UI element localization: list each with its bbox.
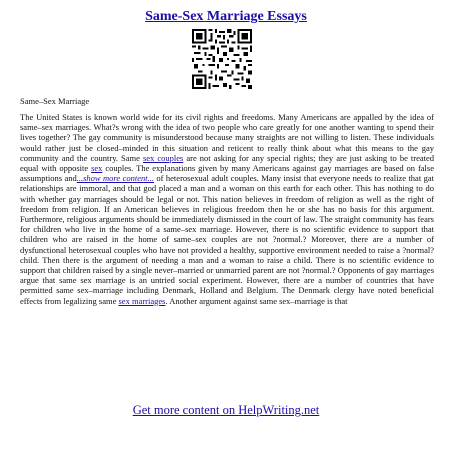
sex-couples-link[interactable]: sex couples (142, 152, 184, 163)
sex-link[interactable]: sex (91, 163, 103, 174)
essay-text-5: . Another argument against same sex–marriage is that (165, 295, 348, 306)
essay-text-2: are not asking for any special rights; they are just asking to be treated equal with opposite (20, 152, 434, 174)
essay-paragraph (20, 112, 434, 306)
essay-text-4: of heterosexual adult couples. Many insist that everyone needs to realize that gat relationships are immoral, and that god placed a man and a woman on this earth for each other. This has nothing to do with whether gay marriages should be legal or not. This nation believes in freedom of religion as well as the right of freedom from religion. If an American believes in religious freedom then he or she has no basis for this argument. Furthermore, religious arguments should be immediately dismissed in the court of law. The straight community has fears for children who live in the home of a same–sex marriage. However, there is no scientific evidence to support that children who are raised in the home of same–sex couples are not ?normal.? Moreover, there are a number of dysfunctional heterosexual couples who have not provided a healthy, supportive environment needed to raise a ?normal? child. Then there is the argument of needing a man and a woman to raise a child. There is no scientific evidence to support that children raised by a single never–married or unmarried parent are not ?normal.? Opponents of gay marriages argue that same sex marriage is an untried social experiment. However, there are a number of countries that have permitted same sex–marriage including Denmark, Holland and Belgium. The Denmark clergy have noted beneficial effects from legalizing same (20, 173, 434, 306)
essay-text-1: The United States is known world wide for its civil rights and freedoms. Many Americans are appalled by the idea of same–sex marriages. What?s wrong with the idea of two people who care greatly for one another wanting to spend their lives together? The gay community is misunderstood because many straights are not willing to listen. These individuals would rather just be closed–minded in this situation and reticent to really think about what this means to the gay community and the country. Same (20, 112, 434, 163)
show-more-link[interactable]: ...show more content... (76, 173, 154, 184)
get-more-content-link[interactable]: Get more content on HelpWriting.net (132, 403, 320, 417)
essay-text-3: couples. The explanations given by many Americans against gay marriages are based on false assumptions and (20, 163, 434, 184)
essay-body (20, 112, 434, 306)
essay-heading: Same–Sex Marriage (20, 96, 90, 106)
sex-marriages-link[interactable]: sex marriages (118, 295, 166, 306)
page-title[interactable]: Same-Sex Marriage Essays (145, 9, 307, 24)
qr-code-icon (192, 29, 252, 89)
